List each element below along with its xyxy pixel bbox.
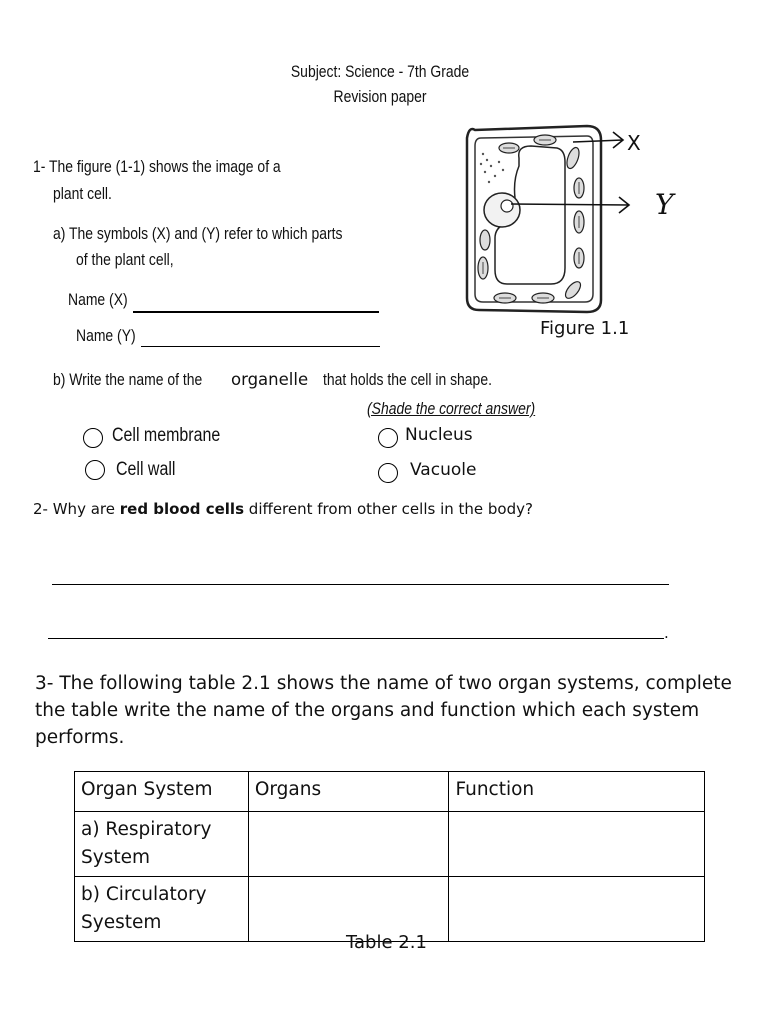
header-organ-system: Organ System bbox=[75, 772, 249, 812]
row-circulatory-function[interactable] bbox=[449, 877, 705, 942]
subject-header: Subject: Science - 7th Grade bbox=[290, 62, 470, 81]
arrow-x bbox=[573, 132, 623, 148]
row-respiratory-function[interactable] bbox=[449, 812, 705, 877]
label-y: Y bbox=[655, 188, 674, 221]
name-y-label: Name (Y) bbox=[76, 326, 136, 345]
table-caption: Table 2.1 bbox=[346, 932, 427, 953]
option-cell-wall-radio[interactable] bbox=[85, 460, 105, 480]
part-b-prefix: b) Write the name of the bbox=[53, 370, 203, 389]
q2-prefix: 2- Why are bbox=[33, 500, 115, 518]
label-x: X bbox=[627, 131, 641, 155]
option-vacuole-radio[interactable] bbox=[378, 463, 398, 483]
q3-question: 3- The following table 2.1 shows the name of two organ systems, complete the table write the name of the organs and function which each system performs. bbox=[35, 673, 732, 748]
organ-system-table bbox=[74, 771, 705, 942]
option-cell-membrane-radio[interactable] bbox=[83, 428, 103, 448]
table-header-row bbox=[75, 772, 705, 812]
row-respiratory-system: a) Respiratory System bbox=[75, 812, 249, 877]
q2-answer-line-1[interactable] bbox=[52, 584, 669, 585]
q1-intro-line1: 1- The figure (1-1) shows the image of a bbox=[33, 157, 281, 176]
name-x-answer-line[interactable] bbox=[133, 311, 379, 313]
header-function: Function bbox=[449, 772, 705, 812]
q2-answer-line-2[interactable] bbox=[48, 638, 664, 639]
figure-caption: Figure 1.1 bbox=[540, 318, 630, 339]
part-b-keyword: organelle bbox=[231, 370, 309, 389]
q2-line-end: . bbox=[664, 624, 669, 642]
row-respiratory-organs[interactable] bbox=[248, 812, 449, 877]
plant-cell-diagram bbox=[455, 118, 695, 318]
q1-part-a-line1: a) The symbols (X) and (Y) refer to which parts bbox=[53, 224, 343, 243]
option-nucleus-radio[interactable] bbox=[378, 428, 398, 448]
nucleolus-shape bbox=[501, 200, 513, 212]
name-y-answer-line[interactable] bbox=[141, 346, 380, 347]
shade-instruction: (Shade the correct answer) bbox=[367, 399, 536, 418]
q2-bold-text: red blood cells bbox=[119, 500, 245, 518]
q2-suffix: different from other cells in the body? bbox=[248, 500, 533, 518]
q1-part-a-line2: of the plant cell, bbox=[76, 250, 174, 269]
option-cell-wall-label: Cell wall bbox=[116, 459, 176, 480]
header-organs: Organs bbox=[248, 772, 449, 812]
option-nucleus-label: Nucleus bbox=[405, 425, 473, 445]
q1-intro-line2: plant cell. bbox=[53, 184, 112, 203]
part-b-suffix: that holds the cell in shape. bbox=[323, 370, 492, 389]
paper-title: Revision paper bbox=[333, 87, 427, 106]
name-x-label: Name (X) bbox=[68, 290, 128, 309]
q2-question bbox=[33, 500, 533, 518]
table-row bbox=[75, 812, 705, 877]
row-circulatory-system: b) Circulatory Syestem bbox=[75, 877, 249, 942]
option-cell-membrane-label: Cell membrane bbox=[112, 425, 221, 446]
option-vacuole-label: Vacuole bbox=[410, 460, 477, 480]
